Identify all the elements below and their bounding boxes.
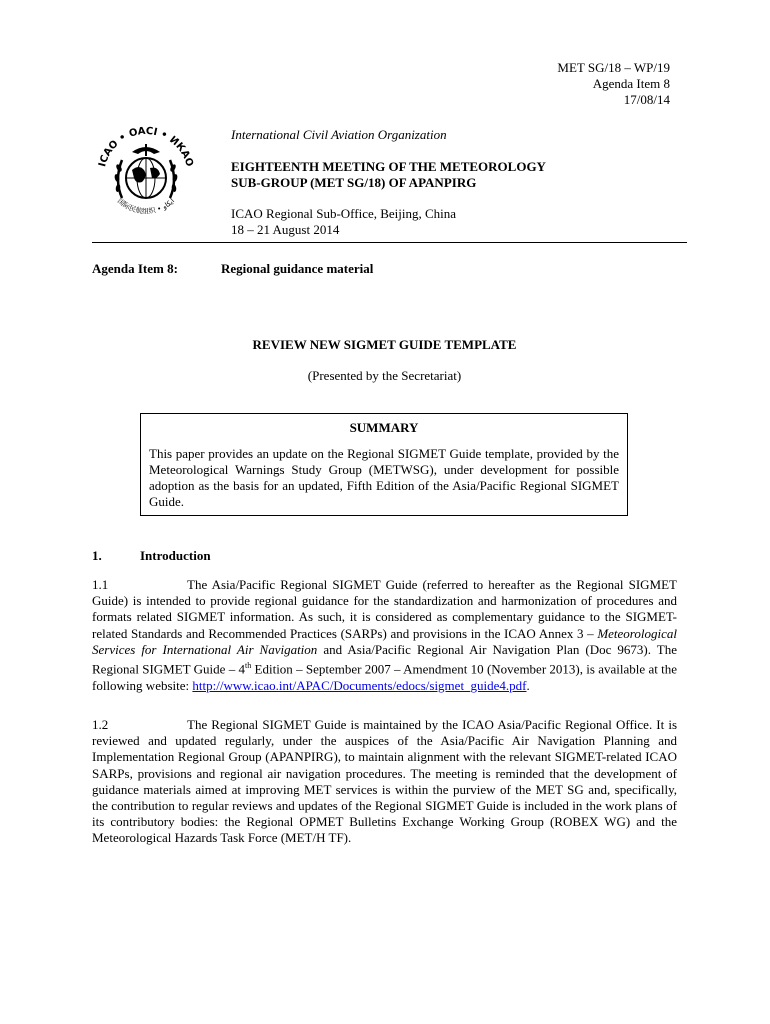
paragraph-text: Edition – September 2007 – Amendment 10 (November 2013), is available at the following website: bbox=[92, 661, 678, 693]
paragraph-1-1 bbox=[92, 577, 677, 694]
section-title: Introduction bbox=[140, 548, 211, 563]
doc-ref-number: MET SG/18 – WP/19 bbox=[557, 60, 670, 75]
meeting-title-line2: SUB-GROUP (MET SG/18) OF APANPIRG bbox=[231, 175, 477, 190]
annex-title: Meteorological Services for International Air Navigation bbox=[92, 625, 677, 657]
organization-name: International Civil Aviation Organization bbox=[231, 127, 447, 142]
section-number: 1. bbox=[92, 548, 102, 563]
icao-emblem-icon bbox=[92, 120, 200, 228]
document-reference bbox=[557, 60, 670, 108]
paragraph-text: The Asia/Pacific Regional SIGMET Guide (referred to hereafter as the Regional SIGMET Guide) is intended to provide regional guidance for the standardization and harmonization of procedures and formats related SIGMET information. As such, it is considered as complementary guidance to the SIGMET-related Standards and Recommended Practices (SARPs) and provisions in the ICAO Annex 3 – bbox=[92, 577, 677, 641]
summary-box bbox=[140, 413, 628, 516]
presented-by: (Presented by the Secretariat) bbox=[307, 368, 462, 383]
paper-title: REVIEW NEW SIGMET GUIDE TEMPLATE bbox=[252, 337, 517, 352]
paragraph-number: 1.1 bbox=[92, 577, 109, 592]
meeting-title bbox=[231, 159, 546, 191]
venue-location: ICAO Regional Sub-Office, Beijing, China bbox=[231, 206, 457, 221]
paragraph-text: The Regional SIGMET Guide is maintained by the ICAO Asia/Pacific Regional Office. It is reviewed and updated regularly, under the auspices of the Asia/Pacific Air Navigation Planning and Implementation Regional Group (APANPIRG), to maintain alignment with the relevant SIGMET-related ICAO SARPs, provisions and regional air navigation procedures. The meeting is reminded that the development of guidance materials aimed at improving MET services is within the purview of the MET SG and, specifically, the contribution to regular reviews and updates of the Regional SIGMET Guide is included in the work plans of its contributory bodies: the Regional OPMET Bulletins Exchange Working Group (ROBEX WG) and the Meteorological Hazards Task Force (MET/H TF). bbox=[92, 717, 677, 846]
paragraph-end: . bbox=[526, 677, 530, 693]
paragraph-text: and Asia/Pacific Regional Air Navigation Plan (Doc 9673). The Regional SIGMET Guide – 4 bbox=[92, 641, 677, 677]
svg-text:ICAO • OACI • ИКАО: ICAO • OACI • ИКАО bbox=[97, 125, 195, 169]
svg-text:国际民航组织 • ايكاو: 国际民航组织 • ايكاو bbox=[115, 196, 177, 216]
meeting-title-line1: EIGHTEENTH MEETING OF THE METEOROLOGY bbox=[231, 159, 546, 174]
summary-heading: SUMMARY bbox=[349, 420, 419, 435]
edition-superscript: th bbox=[245, 661, 252, 671]
venue-dates: 18 – 21 August 2014 bbox=[231, 222, 340, 237]
meeting-venue bbox=[231, 206, 456, 238]
sigmet-guide-link[interactable]: http://www.icao.int/APAC/Documents/edocs/sigmet_guide4.pdf bbox=[192, 677, 527, 693]
paragraph-number: 1.2 bbox=[92, 717, 109, 732]
summary-text: This paper provides an update on the Regional SIGMET Guide template, provided by the Meteorological Warnings Study Group (METWSG), under development for possible adoption as the basis for an updated, Fifth Edition of the Asia/Pacific Regional SIGMET Guide. bbox=[149, 446, 619, 509]
doc-ref-agenda: Agenda Item 8 bbox=[592, 76, 670, 91]
doc-ref-date: 17/08/14 bbox=[623, 92, 670, 107]
header-divider bbox=[92, 242, 687, 243]
agenda-item-label: Agenda Item 8: bbox=[92, 261, 178, 276]
agenda-item-title: Regional guidance material bbox=[221, 261, 374, 276]
paragraph-1-2 bbox=[92, 717, 677, 847]
